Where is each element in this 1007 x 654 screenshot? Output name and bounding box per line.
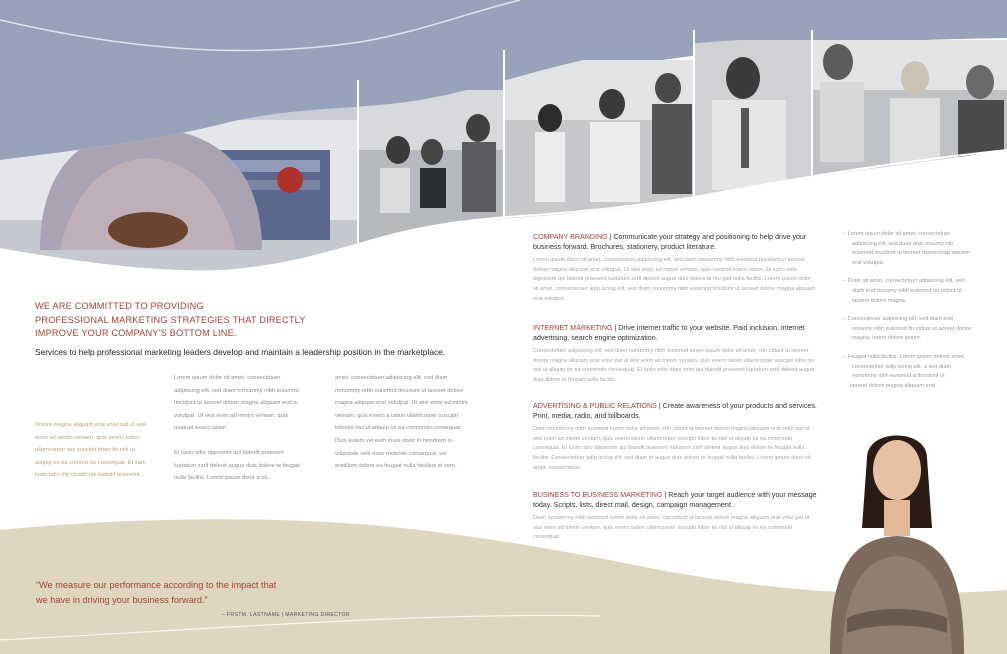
section-company-branding <box>533 232 818 305</box>
section-body: Diam nonum my nibh euismod lorem dolor sit amet, ctin cidunt ut laoreet dolore magna aliquam erat volut pat ut wisi enim ad minim veniam, quis exerci tation ullamcorper suscipit lobor tis nisl ut aliquip ex ea commodo consequat. Et iusto odio dignissim qui blandit praesent luptatum zzril delenit augue duis dolore te feugait nulla facilisi. Consectetuer adip iscing elit, sed diam et augue duis dolore te feugait nulla facilisi. Lorem ipsum dolor sit amet, consectetuer. <box>533 426 811 471</box>
woman-portrait-art <box>822 418 972 654</box>
section-lead: | Reach your target audience with your message today. Scripts, lists, direct mail, design, campaign management. <box>533 491 817 509</box>
section-heading <box>533 401 818 421</box>
hero-man-photo <box>115 30 181 114</box>
section-body: Lorem ipsum dolor sit amet, consectetuer adipiscing elit, sed diam nonummy nibh euismod tincidunt ut laoreet dolore magna aliquam erat volutpat. Ut wisi enim ad minim veniam, quis nostrud exerci tation. Et iusto odio dignissim qui blandit praesent luptatum zzril delenit augue duis dolore te feu gait nulla facilisi. Lorem ipsum dolor sit amet, consectetuer adip iscing elit, sed diam nonummy nibh euismod tincidunt ut laoreet dolore magna aliquam erat volutpat. <box>533 257 816 302</box>
section-keyword: INTERNET MARKETING <box>533 324 613 332</box>
commitment-statement <box>35 300 335 341</box>
bullet-item: – Feugait nulla facilisi. Lorem ipsum dolosit amet, consectetuer adip iscing elit, a sed diam nonummy nibh euismod a tincidunt ut <box>843 353 966 380</box>
bullet-item-continuation: laoreet dolore magna aliquam erat. <box>850 382 937 389</box>
section-lead: | Create awareness of your products and services. Print, media, radio, and billboards. <box>533 402 817 420</box>
commitment-line: PROFESSIONAL MARKETING STRATEGIES THAT DIRECTLY <box>35 314 306 325</box>
bullet-item: – Lorem ipsum dolor sit amet, consectetuer adipiscing elit, sed diam erat nonumy nib euismod tincidunt ut laoreet dolore mag iaquam erat volutpat. <box>843 231 970 266</box>
section-advertising <box>533 401 818 474</box>
section-lead: | Communicate your strategy and positioning to help drive your business forward. Brochures, stationery, product literature. <box>533 233 807 251</box>
section-heading <box>533 323 818 343</box>
section-keyword: BUSINESS TO BUSINESS MARKETING <box>533 491 663 499</box>
testimonial-quote <box>36 578 336 608</box>
intro-column: Dolore magna aliquam erat volut pat ut wisi enim ad minim veniam, quis exerci tation ullamcorper wis suscipit lobor tis nisl ut aliquip ex ea commo do consequat. Et sam iusto odio dig nissim qui blandit praesent. <box>35 422 147 479</box>
quote-line: “We measure our performance according to the impact that <box>36 580 277 590</box>
bullet-list <box>843 230 973 391</box>
commitment-line: WE ARE COMMITTED TO PROVIDING <box>35 301 204 311</box>
quote-attribution: – FRSTM. LASTNAME | MARKETING DIRECTOR <box>222 612 350 618</box>
section-keyword: ADVERTISING & PUBLIC RELATIONS <box>533 402 657 410</box>
section-internet-marketing <box>533 323 818 386</box>
body-paragraph: Lorem ipsum dolor sit amet, consectetuer adipiscing elit, sed diam nonummy nibh euismod tincidunt ut laoreet dolore magna aliquam erat a volutpat. Ut wisi enim ad minim veniam, quis nostrud exerci tation. <box>174 375 299 432</box>
commitment-line: IMPROVE YOUR COMPANY'S BOTTOM LINE. <box>35 328 237 338</box>
body-column-2: amet, consectetuer adipiscing elit, sed diam nonummy nibh euismod tincidunt ut laoreet dolore magna aliquam erat volutpat. Ut wisi enim ad minim veniam, quis exerci a tation ullamcorper suscipit lobortis nisl ut aliquip ex ea commodo consequat. Duis autem vel eum iriure dolor in hendrerit in vulputate velit esse molestie consequat, vel eratillum dolore eu feugiat nulla facilisis at vero. <box>335 375 468 470</box>
body-paragraph: Et iusto odio dignissim qui blandit praesent luptatum zzril delenit augue duis dolore te feugait nulla facilisi. Lorem ipsum dolor a sit. <box>174 449 301 482</box>
section-body: Consectetuer adipiscing elit, sed diam nonummy nibh euismod lorem ipsum dolor sit amet, ctin cidunt ut laoreet dolore magna aliquam erat volut pat ut wisi enim ad minim veniam, quis exerci tation ullamcorper suscipit lobor tis nisl ut aliquip ex ea commodo consequat. Et iusto odio digni ssim qui blandit praesent luptatum zzril delenit augue duis dolore te feugait nulla facilisi. <box>533 348 815 384</box>
bullet-item: – Consectetuer adipiscing elit, sed diam erat nonumy nibh euismod tin cidunt ut aoreet dolore magna, lorem dolore ipsum. <box>843 316 972 342</box>
body-column-1 <box>174 372 306 485</box>
quote-line: we have in driving your business forward.” <box>36 595 208 605</box>
section-keyword: COMPANY BRANDING <box>533 233 608 241</box>
section-lead: | Drive internet traffic to your website. Paid inclusion, internet advertising, search engine optimization. <box>533 324 805 342</box>
section-heading <box>533 232 818 252</box>
section-heading <box>533 490 818 510</box>
section-body: Diam nonum my nibh euismod lorem dolor sit amet, ctin cidunt ut laoreet dolore magna aliquam erat volut pat ut wisi enim ad minim veniam, quis exerci tation ullamcorper suscipit lobor tis nisl ut aliquip ex ea commodo consequat. <box>533 515 810 541</box>
section-b2b-marketing <box>533 490 818 543</box>
woman-portrait <box>822 418 972 654</box>
services-subhead: Services to help professional marketing leaders develop and maintain a leadership position in the marketplace. <box>35 347 446 357</box>
bullet-item: – Dolor sit amet, consectetuer adipiscing elit, sed diam erat nonumy nibh euismod tin cidunt ut laoreet dolore magna. <box>843 278 965 304</box>
